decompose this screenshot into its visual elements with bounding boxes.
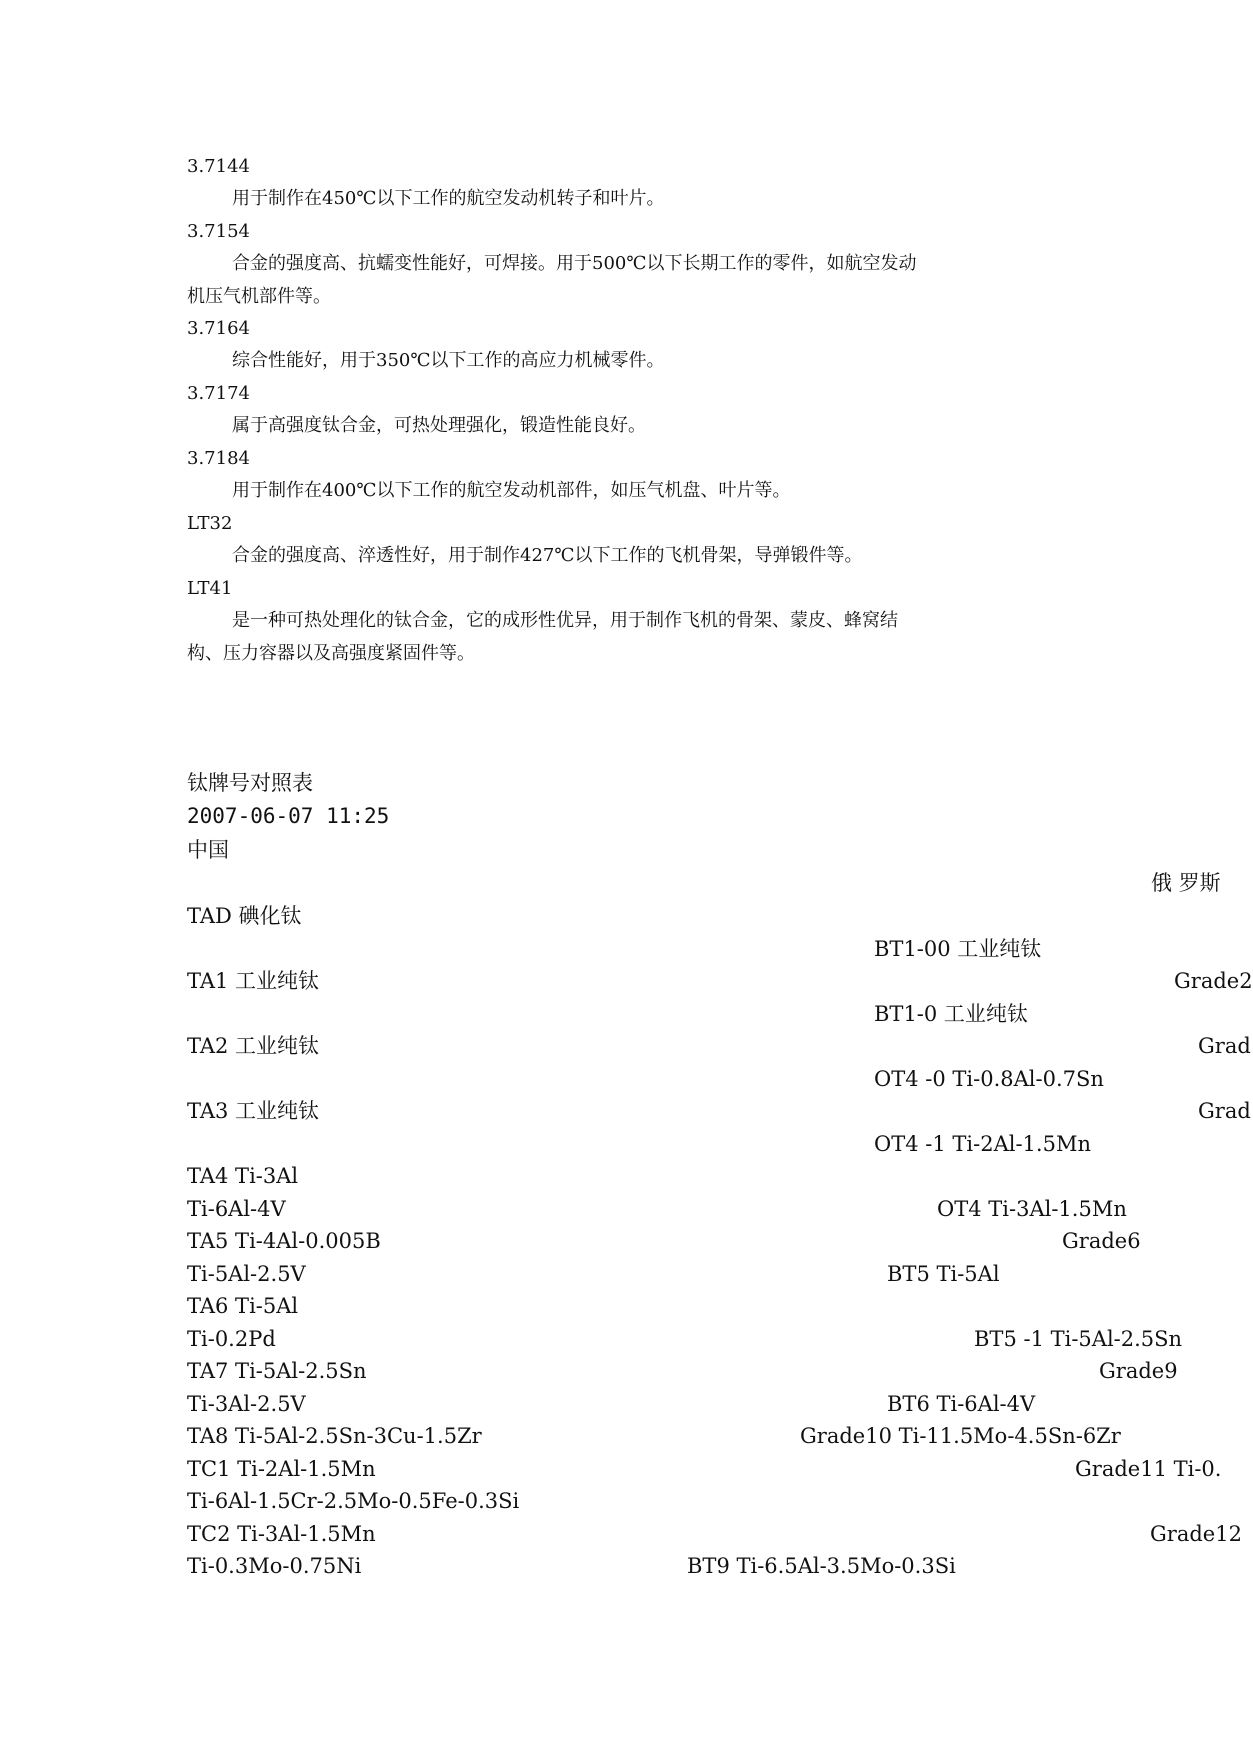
table-cell: TAD 碘化钛 (187, 904, 302, 928)
table-cell: TA4 Ti-3Al (187, 1164, 299, 1188)
grade-code: 3.7174 (187, 383, 250, 404)
table-cell: Grade11 Ti-0. (1075, 1457, 1222, 1481)
table-cell: Grad (1198, 1034, 1251, 1058)
table-cell: BT1-0 工业纯钛 (874, 1002, 1028, 1026)
grade-description: 是一种可热处理化的钛合金，它的成形性优异，用于制作飞机的骨架、蒙皮、蜂窝结 (232, 610, 898, 631)
table-cell: Grad (1198, 1099, 1251, 1123)
table-cell: TA6 Ti-5Al (187, 1294, 299, 1318)
table-cell: BT9 Ti-6.5Al-3.5Mo-0.3Si (687, 1554, 956, 1578)
table-cell: TA5 Ti-4Al-0.005B (187, 1229, 381, 1253)
table-cell: BT6 Ti-6Al-4V (887, 1392, 1036, 1416)
table-cell: OT4 Ti-3Al-1.5Mn (937, 1197, 1127, 1221)
column-header-russia: 俄 罗斯 (1151, 871, 1221, 895)
table-cell: TA3 工业纯钛 (187, 1099, 320, 1123)
table-cell: TC1 Ti-2Al-1.5Mn (187, 1457, 376, 1481)
grade-description: 合金的强度高、抗蠕变性能好，可焊接。用于500℃以下长期工作的零件，如航空发动 (232, 253, 917, 274)
grade-description: 构、压力容器以及高强度紧固件等。 (187, 643, 475, 664)
grade-code: 3.7144 (187, 156, 250, 177)
grade-description: 属于高强度钛合金，可热处理强化，锻造性能良好。 (232, 415, 646, 436)
grade-code: 3.7154 (187, 221, 250, 242)
table-cell: Ti-0.2Pd (187, 1327, 276, 1351)
grade-code: 3.7184 (187, 448, 250, 469)
grade-code: 3.7164 (187, 318, 250, 339)
table-cell: TA8 Ti-5Al-2.5Sn-3Cu-1.5Zr (187, 1424, 482, 1448)
grade-description: 用于制作在400℃以下工作的航空发动机部件，如压气机盘、叶片等。 (232, 480, 791, 501)
table-cell: Ti-0.3Mo-0.75Ni (187, 1554, 362, 1578)
grade-code: LT41 (187, 578, 233, 599)
table-cell: Ti-6Al-4V (187, 1197, 286, 1221)
table-cell: BT5 Ti-5Al (887, 1262, 1000, 1286)
table-cell: BT5 -1 Ti-5Al-2.5Sn (974, 1327, 1183, 1351)
table-cell: TC2 Ti-3Al-1.5Mn (187, 1522, 376, 1546)
grade-description: 合金的强度高、淬透性好，用于制作427℃以下工作的飞机骨架，导弹锻件等。 (232, 545, 863, 566)
grade-description: 用于制作在450℃以下工作的航空发动机转子和叶片。 (232, 188, 665, 209)
table-cell: Grade6 (1062, 1229, 1141, 1253)
table-cell: TA1 工业纯钛 (187, 969, 320, 993)
table-cell: Ti-3Al-2.5V (187, 1392, 306, 1416)
table-cell: OT4 -1 Ti-2Al-1.5Mn (874, 1132, 1091, 1156)
table-cell: OT4 -0 Ti-0.8Al-0.7Sn (874, 1067, 1104, 1091)
table-cell: TA2 工业纯钛 (187, 1034, 320, 1058)
column-header-china: 中国 (187, 838, 229, 862)
table-cell: Ti-6Al-1.5Cr-2.5Mo-0.5Fe-0.3Si (187, 1489, 520, 1513)
table-cell: Grade12 (1150, 1522, 1242, 1546)
table-cell: Grade9 (1099, 1359, 1178, 1383)
table-date: 2007-06-07 11:25 (187, 804, 390, 828)
grade-description: 综合性能好，用于350℃以下工作的高应力机械零件。 (232, 350, 665, 371)
table-cell: Grade10 Ti-11.5Mo-4.5Sn-6Zr (800, 1424, 1121, 1448)
grade-description: 机压气机部件等。 (187, 286, 331, 307)
table-cell: Grade2 (1174, 969, 1253, 993)
table-cell: Ti-5Al-2.5V (187, 1262, 306, 1286)
table-cell: TA7 Ti-5Al-2.5Sn (187, 1359, 367, 1383)
table-title: 钛牌号对照表 (187, 771, 313, 795)
grade-code: LT32 (187, 513, 233, 534)
table-cell: BT1-00 工业纯钛 (874, 937, 1042, 961)
